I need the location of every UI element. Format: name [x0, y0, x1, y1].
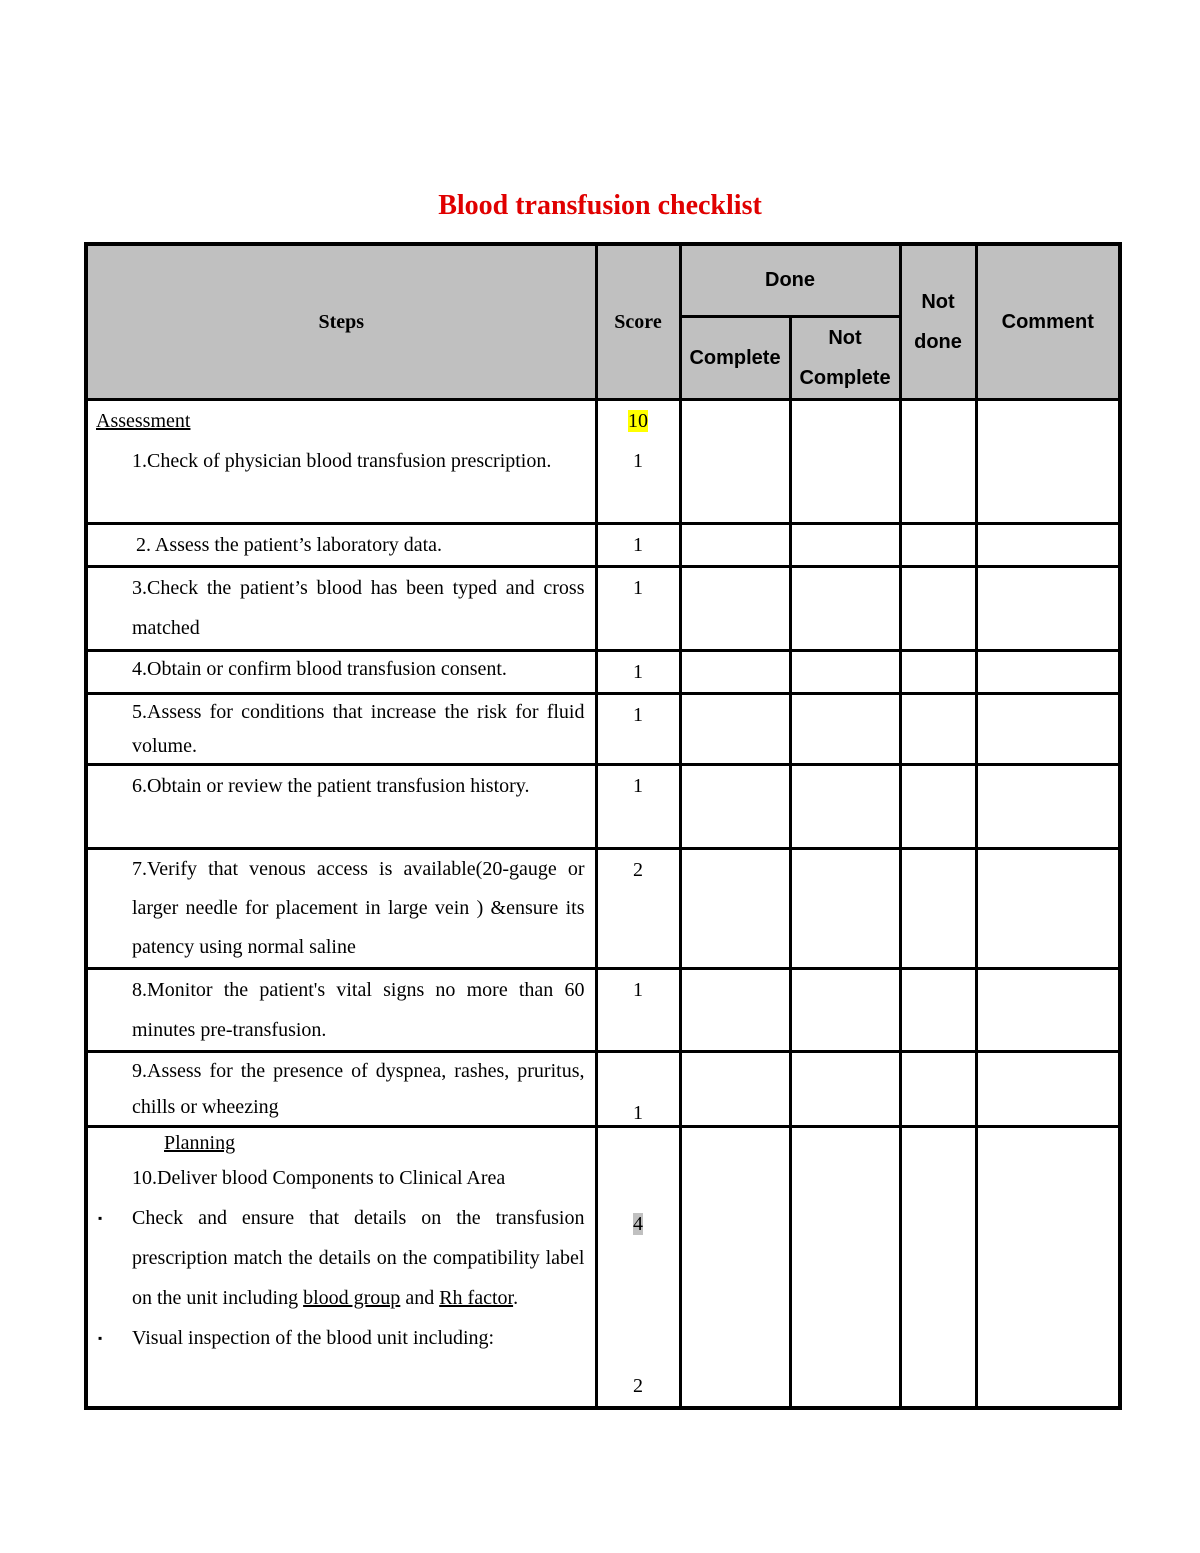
planning-score: 4	[633, 1212, 643, 1235]
step-text	[88, 1158, 595, 1358]
not-done-cell[interactable]	[900, 1051, 976, 1126]
table-row	[86, 566, 1120, 650]
not-done-cell[interactable]	[900, 848, 976, 968]
step-text: 8.Monitor the patient's vital signs no more than 60 minutes pre-transfusion.	[132, 978, 585, 1041]
not-complete-cell[interactable]	[790, 764, 900, 848]
header-done: Done	[680, 244, 900, 316]
complete-cell[interactable]	[680, 1051, 790, 1126]
step-text: 1.Check of physician blood transfusion prescription.	[132, 449, 552, 472]
table-row	[86, 523, 1120, 566]
comment-cell[interactable]	[976, 399, 1120, 523]
not-done-cell[interactable]	[900, 693, 976, 764]
step-text: 6.Obtain or review the patient transfusion history.	[132, 774, 530, 797]
not-done-cell[interactable]	[900, 968, 976, 1051]
step-text: 9.Assess for the presence of dyspnea, rashes, pruritus, chills or wheezing	[132, 1059, 585, 1118]
bullet-underlined-term: blood group	[303, 1286, 401, 1309]
not-complete-cell[interactable]	[790, 650, 900, 693]
comment-cell[interactable]	[976, 764, 1120, 848]
comment-cell[interactable]	[976, 566, 1120, 650]
bullet-text: and	[405, 1286, 435, 1309]
step-score: 1	[596, 764, 680, 848]
table-row	[86, 650, 1120, 693]
comment-cell[interactable]	[976, 523, 1120, 566]
not-done-cell[interactable]	[900, 523, 976, 566]
bullet-text: .	[513, 1286, 519, 1309]
complete-cell[interactable]	[680, 693, 790, 764]
checklist-table	[84, 242, 1122, 1410]
not-complete-cell[interactable]	[790, 848, 900, 968]
not-done-cell[interactable]	[900, 650, 976, 693]
page-title: Blood transfusion checklist	[438, 190, 762, 221]
header-score: Score	[596, 244, 680, 399]
section-assessment: Assessment	[96, 409, 191, 432]
complete-cell[interactable]	[680, 848, 790, 968]
comment-cell[interactable]	[976, 1126, 1120, 1408]
comment-cell[interactable]	[976, 968, 1120, 1051]
complete-cell[interactable]	[680, 566, 790, 650]
not-complete-cell[interactable]	[790, 693, 900, 764]
step-text: 5.Assess for conditions that increase the risk for fluid volume.	[132, 700, 585, 757]
not-complete-cell[interactable]	[790, 399, 900, 523]
table-row	[86, 848, 1120, 968]
step-text: 4.Obtain or confirm blood transfusion consent.	[132, 657, 507, 680]
step-score: 1	[596, 523, 680, 566]
bullet-underlined-term: Rh factor	[439, 1286, 514, 1309]
step-score: 1	[596, 566, 680, 650]
step-score: 1	[633, 449, 643, 472]
bullet-2-score: 2	[633, 1374, 643, 1397]
table-row	[86, 1051, 1120, 1126]
assessment-score: 10	[628, 409, 648, 432]
complete-cell[interactable]	[680, 399, 790, 523]
planning-bullet-1	[98, 1198, 585, 1318]
not-complete-cell[interactable]	[790, 523, 900, 566]
section-planning: Planning	[164, 1131, 236, 1154]
not-done-cell[interactable]	[900, 399, 976, 523]
table-row	[86, 764, 1120, 848]
header-complete: Complete	[680, 316, 790, 399]
table-row	[86, 693, 1120, 764]
not-complete-cell[interactable]	[790, 1051, 900, 1126]
step-text: 2. Assess the patient’s laboratory data.	[136, 533, 443, 556]
table-row	[86, 399, 1120, 523]
comment-cell[interactable]	[976, 693, 1120, 764]
header-not-done	[900, 244, 976, 399]
step-score: 1	[596, 650, 680, 693]
comment-cell[interactable]	[976, 848, 1120, 968]
bullet-text: Check and ensure that details on the transfusion prescription match the details on the compatibility label on the unit including	[132, 1206, 585, 1309]
header-steps: Steps	[86, 244, 596, 399]
step-score: 1	[596, 693, 680, 764]
not-done-cell[interactable]	[900, 764, 976, 848]
table-row	[86, 1126, 1120, 1408]
not-complete-cell[interactable]	[790, 1126, 900, 1408]
bullet-icon: ▪	[98, 1210, 103, 1225]
step-score: 2	[596, 848, 680, 968]
header-comment: Comment	[976, 244, 1120, 399]
comment-cell[interactable]	[976, 650, 1120, 693]
complete-cell[interactable]	[680, 523, 790, 566]
complete-cell[interactable]	[680, 764, 790, 848]
step-score: 1	[596, 1051, 680, 1126]
not-complete-cell[interactable]	[790, 566, 900, 650]
not-done-cell[interactable]	[900, 566, 976, 650]
step-text: 3.Check the patient’s blood has been typed and cross matched	[132, 576, 585, 639]
planning-bullet-2	[98, 1318, 585, 1358]
complete-cell[interactable]	[680, 1126, 790, 1408]
comment-cell[interactable]	[976, 1051, 1120, 1126]
table-row	[86, 968, 1120, 1051]
complete-cell[interactable]	[680, 650, 790, 693]
step-text: 7.Verify that venous access is available(20-gauge or larger needle for placement in large vein ) &ensure its patency using normal saline	[132, 857, 585, 958]
complete-cell[interactable]	[680, 968, 790, 1051]
not-complete-cell[interactable]	[790, 968, 900, 1051]
header-not-complete: Not Complete	[790, 316, 900, 399]
bullet-icon: ▪	[98, 1330, 103, 1345]
step-score: 1	[596, 968, 680, 1051]
not-done-cell[interactable]	[900, 1126, 976, 1408]
planning-item-10: 10.Deliver blood Components to Clinical Area	[132, 1166, 506, 1189]
bullet-text: Visual inspection of the blood unit including:	[132, 1326, 495, 1349]
header-not-done-label: Not done	[914, 290, 962, 353]
